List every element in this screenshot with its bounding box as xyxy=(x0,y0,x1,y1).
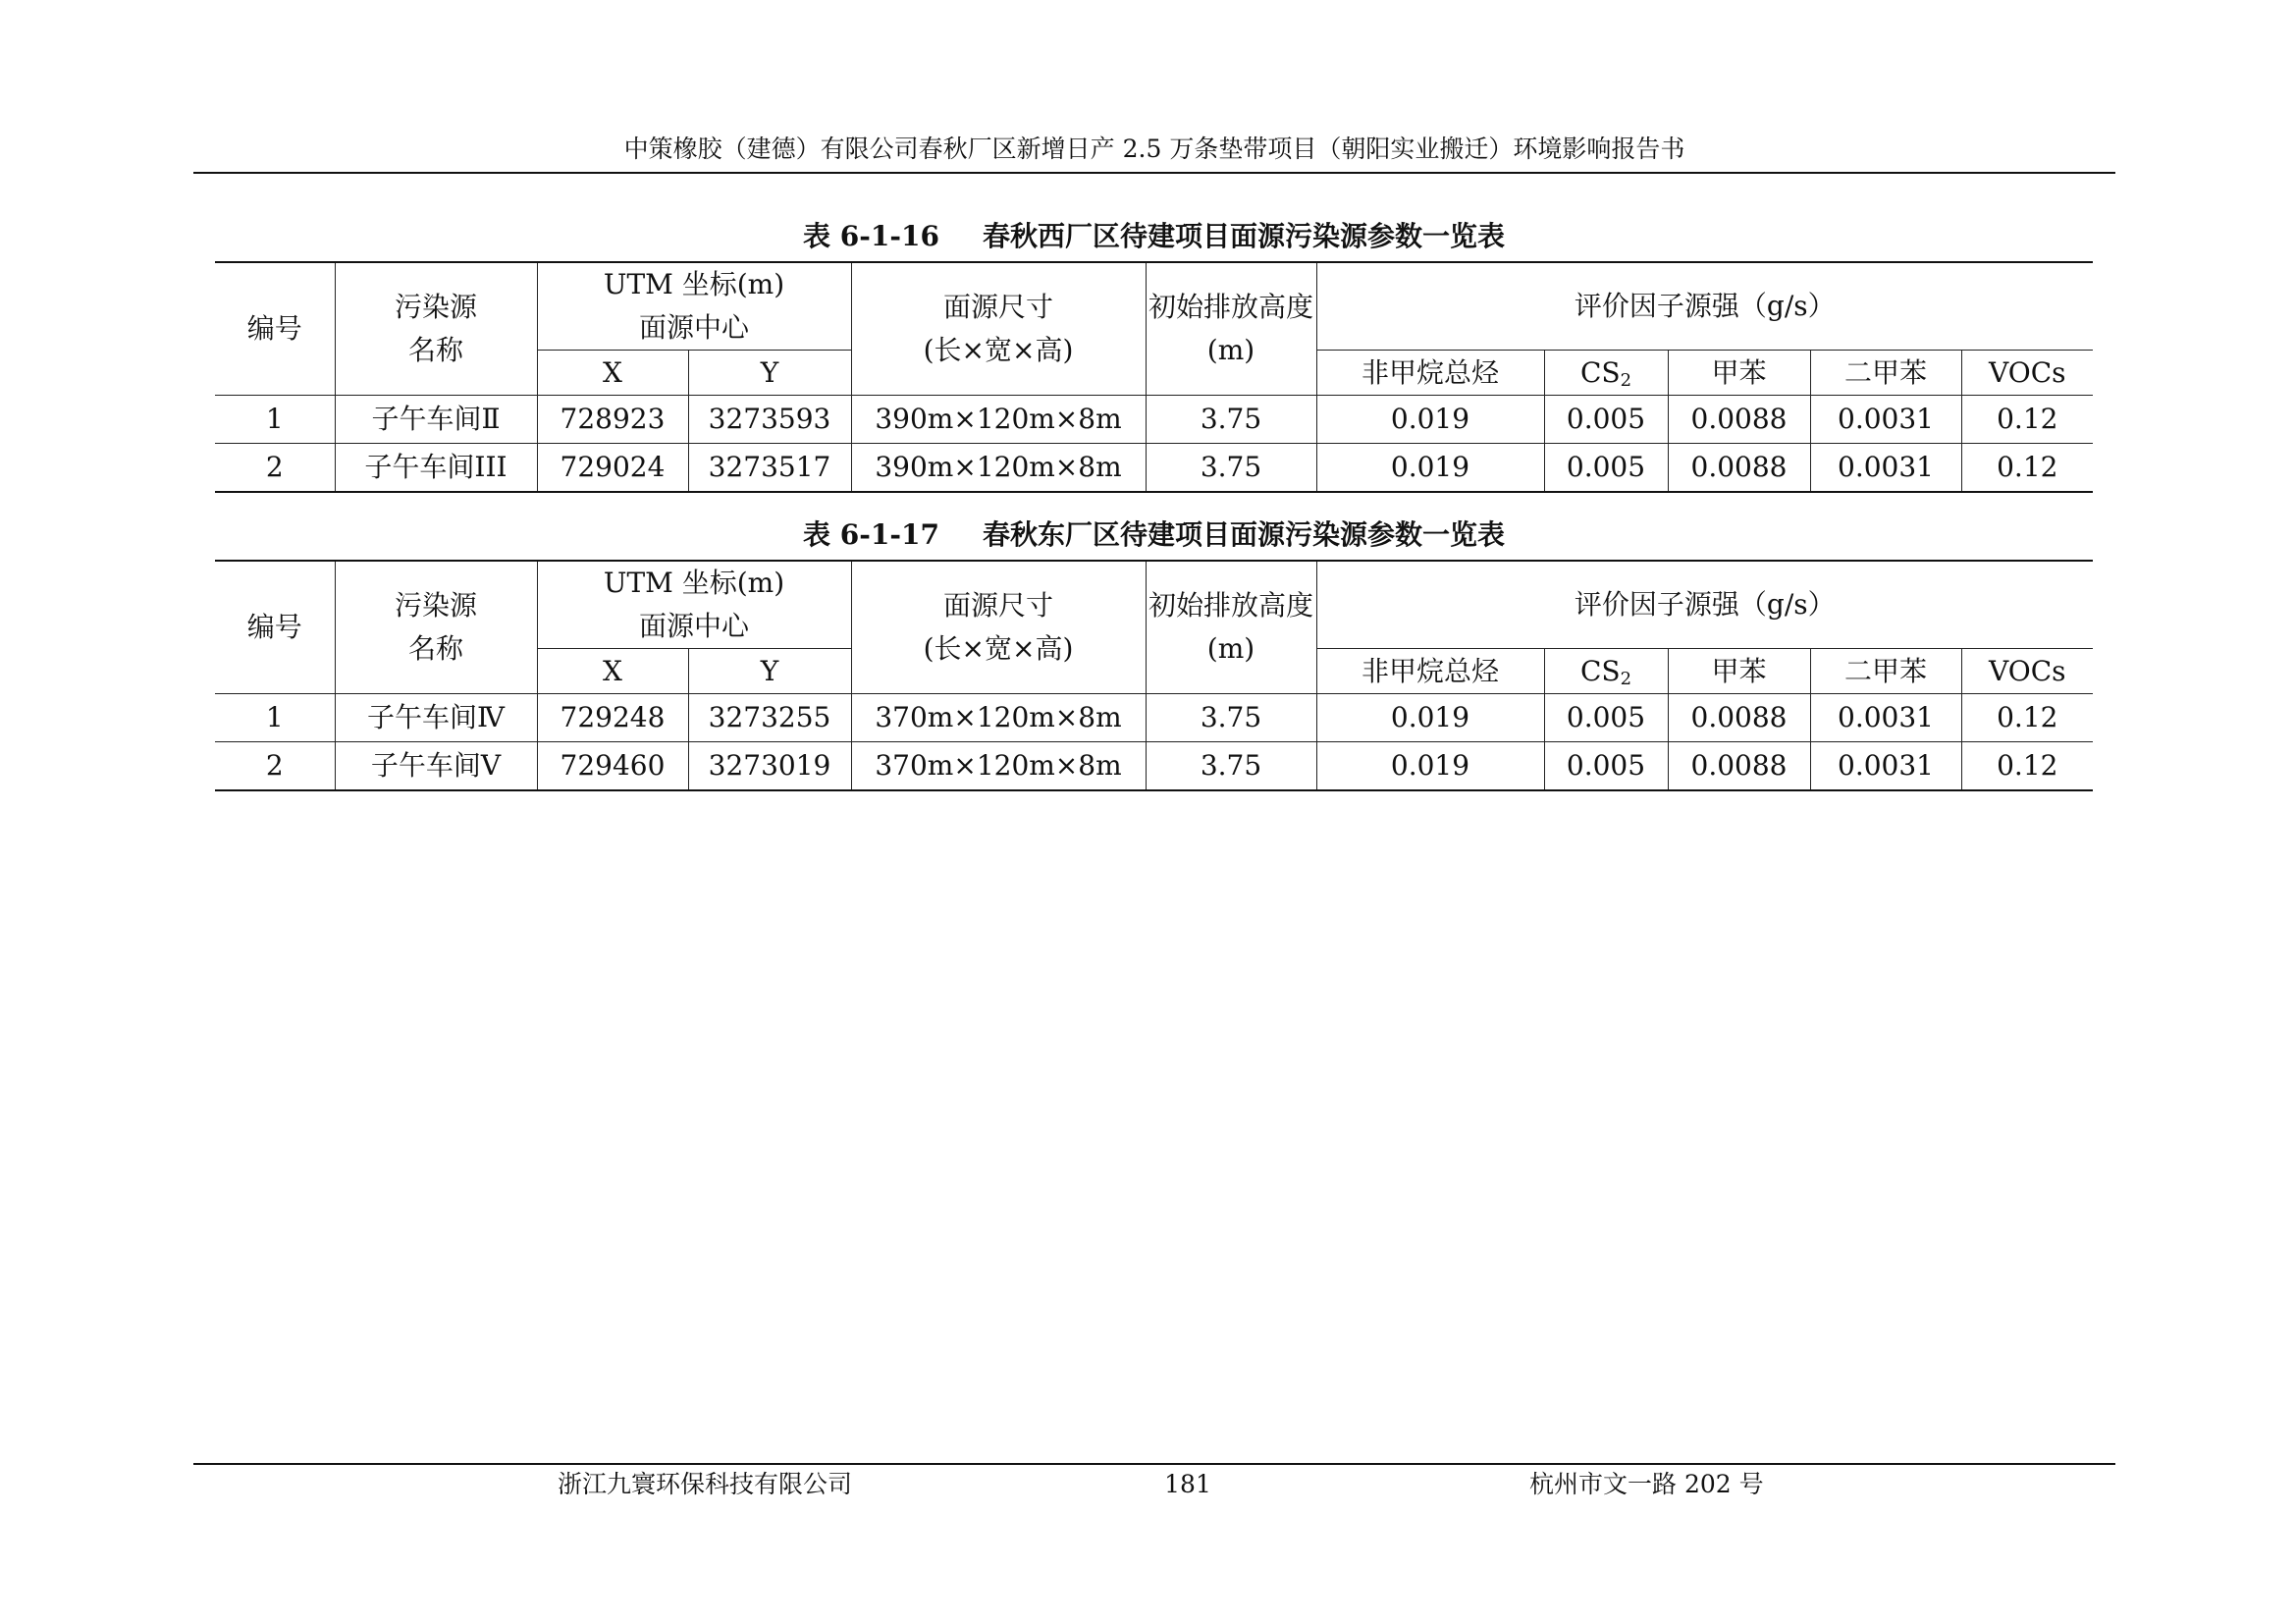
cell-x: 729024 xyxy=(537,444,688,493)
col-utm-line1: UTM 坐标(m) xyxy=(603,567,785,599)
table-row xyxy=(215,742,2093,791)
col-id: 编号 xyxy=(215,262,335,396)
col-size xyxy=(851,561,1146,694)
cell-y: 3273517 xyxy=(688,444,851,493)
cell-cs2: 0.005 xyxy=(1544,742,1668,791)
cell-id: 1 xyxy=(215,694,335,742)
cell-y: 3273255 xyxy=(688,694,851,742)
cell-release-height: 3.75 xyxy=(1146,444,1316,493)
col-release-height-line2: (m) xyxy=(1206,632,1255,665)
col-source-name-line2: 名称 xyxy=(407,334,463,366)
cell-toluene: 0.0088 xyxy=(1668,694,1810,742)
col-x: X xyxy=(537,351,688,396)
col-release-height xyxy=(1146,561,1316,694)
table-number: 表 6-1-17 xyxy=(803,518,939,551)
col-cs2 xyxy=(1544,351,1668,396)
table-number: 表 6-1-16 xyxy=(803,220,939,252)
col-source-name-line1: 污染源 xyxy=(394,589,477,622)
report-title: 中策橡胶（建德）有限公司春秋厂区新增日产 2.5 万条垫带项目（朝阳实业搬迁）环境影响报告书 xyxy=(623,135,1685,163)
cell-xylene: 0.0031 xyxy=(1810,742,1961,791)
col-release-height-line1: 初始排放高度 xyxy=(1148,589,1313,622)
cell-size: 370m×120m×8m xyxy=(851,694,1146,742)
col-source-name xyxy=(335,262,537,396)
cell-release-height: 3.75 xyxy=(1146,694,1316,742)
cell-xylene: 0.0031 xyxy=(1810,444,1961,493)
cell-toluene: 0.0088 xyxy=(1668,742,1810,791)
cell-nmhc: 0.019 xyxy=(1316,444,1544,493)
table-row xyxy=(215,694,2093,742)
cell-x: 729460 xyxy=(537,742,688,791)
cell-vocs: 0.12 xyxy=(1961,694,2093,742)
col-x: X xyxy=(537,649,688,694)
cell-y: 3273019 xyxy=(688,742,851,791)
col-utm-line1: UTM 坐标(m) xyxy=(603,268,785,300)
cell-xylene: 0.0031 xyxy=(1810,694,1961,742)
col-release-height xyxy=(1146,262,1316,396)
col-source-name-line1: 污染源 xyxy=(394,291,477,323)
col-factor-group: 评价因子源强（g/s） xyxy=(1316,561,2093,649)
col-id: 编号 xyxy=(215,561,335,694)
col-size-line2: (长×宽×高) xyxy=(923,334,1074,366)
cell-nmhc: 0.019 xyxy=(1316,742,1544,791)
cell-cs2: 0.005 xyxy=(1544,444,1668,493)
footer-company: 浙江九寰环保科技有限公司 xyxy=(558,1470,853,1498)
cell-x: 729248 xyxy=(537,694,688,742)
cell-id: 2 xyxy=(215,444,335,493)
cell-source-name: 子午车间Ⅱ xyxy=(335,396,537,444)
col-release-height-line1: 初始排放高度 xyxy=(1148,291,1313,323)
cell-cs2: 0.005 xyxy=(1544,396,1668,444)
col-vocs: VOCs xyxy=(1961,351,2093,396)
col-toluene: 甲苯 xyxy=(1668,351,1810,396)
cell-y: 3273593 xyxy=(688,396,851,444)
cell-nmhc: 0.019 xyxy=(1316,396,1544,444)
table-caption xyxy=(215,220,2093,253)
cell-vocs: 0.12 xyxy=(1961,444,2093,493)
footer-divider xyxy=(193,1463,2115,1465)
col-source-name xyxy=(335,561,537,694)
col-y: Y xyxy=(688,351,851,396)
col-cs2-base: CS xyxy=(1579,654,1621,687)
col-size-line2: (长×宽×高) xyxy=(923,632,1074,665)
col-cs2 xyxy=(1544,649,1668,694)
col-cs2-base: CS xyxy=(1579,355,1621,389)
col-y: Y xyxy=(688,649,851,694)
col-xylene: 二甲苯 xyxy=(1810,351,1961,396)
table-row xyxy=(215,396,2093,444)
cell-source-name: 子午车间Ⅳ xyxy=(335,694,537,742)
cell-source-name: 子午车间Ⅴ xyxy=(335,742,537,791)
cell-id: 2 xyxy=(215,742,335,791)
col-utm xyxy=(537,561,851,649)
page-number: 181 xyxy=(1164,1470,1211,1498)
col-size xyxy=(851,262,1146,396)
cell-size: 390m×120m×8m xyxy=(851,444,1146,493)
cell-vocs: 0.12 xyxy=(1961,742,2093,791)
table-caption xyxy=(215,518,2093,552)
col-nmhc: 非甲烷总烃 xyxy=(1316,649,1544,694)
cell-xylene: 0.0031 xyxy=(1810,396,1961,444)
table-title: 春秋西厂区待建项目面源污染源参数一览表 xyxy=(982,220,1505,252)
col-utm-line2: 面源中心 xyxy=(638,311,749,344)
cell-release-height: 3.75 xyxy=(1146,396,1316,444)
header-divider xyxy=(193,172,2115,174)
col-source-name-line2: 名称 xyxy=(407,632,463,665)
cell-x: 728923 xyxy=(537,396,688,444)
col-vocs: VOCs xyxy=(1961,649,2093,694)
cell-id: 1 xyxy=(215,396,335,444)
col-cs2-sub: 2 xyxy=(1620,668,1632,689)
footer-address: 杭州市文一路 202 号 xyxy=(1529,1470,1764,1498)
cell-size: 370m×120m×8m xyxy=(851,742,1146,791)
cell-vocs: 0.12 xyxy=(1961,396,2093,444)
table-title: 春秋东厂区待建项目面源污染源参数一览表 xyxy=(982,518,1505,551)
col-size-line1: 面源尺寸 xyxy=(942,589,1053,622)
cell-source-name: 子午车间III xyxy=(335,444,537,493)
col-utm xyxy=(537,262,851,351)
cell-release-height: 3.75 xyxy=(1146,742,1316,791)
table-row xyxy=(215,444,2093,493)
col-size-line1: 面源尺寸 xyxy=(942,291,1053,323)
source-table-west xyxy=(215,261,2093,493)
col-toluene: 甲苯 xyxy=(1668,649,1810,694)
col-utm-line2: 面源中心 xyxy=(638,610,749,642)
cell-toluene: 0.0088 xyxy=(1668,444,1810,493)
col-cs2-sub: 2 xyxy=(1620,369,1632,391)
col-factor-group: 评价因子源强（g/s） xyxy=(1316,262,2093,351)
cell-toluene: 0.0088 xyxy=(1668,396,1810,444)
cell-cs2: 0.005 xyxy=(1544,694,1668,742)
cell-nmhc: 0.019 xyxy=(1316,694,1544,742)
source-table-east xyxy=(215,560,2093,791)
cell-size: 390m×120m×8m xyxy=(851,396,1146,444)
col-xylene: 二甲苯 xyxy=(1810,649,1961,694)
col-release-height-line2: (m) xyxy=(1206,334,1255,366)
col-nmhc: 非甲烷总烃 xyxy=(1316,351,1544,396)
